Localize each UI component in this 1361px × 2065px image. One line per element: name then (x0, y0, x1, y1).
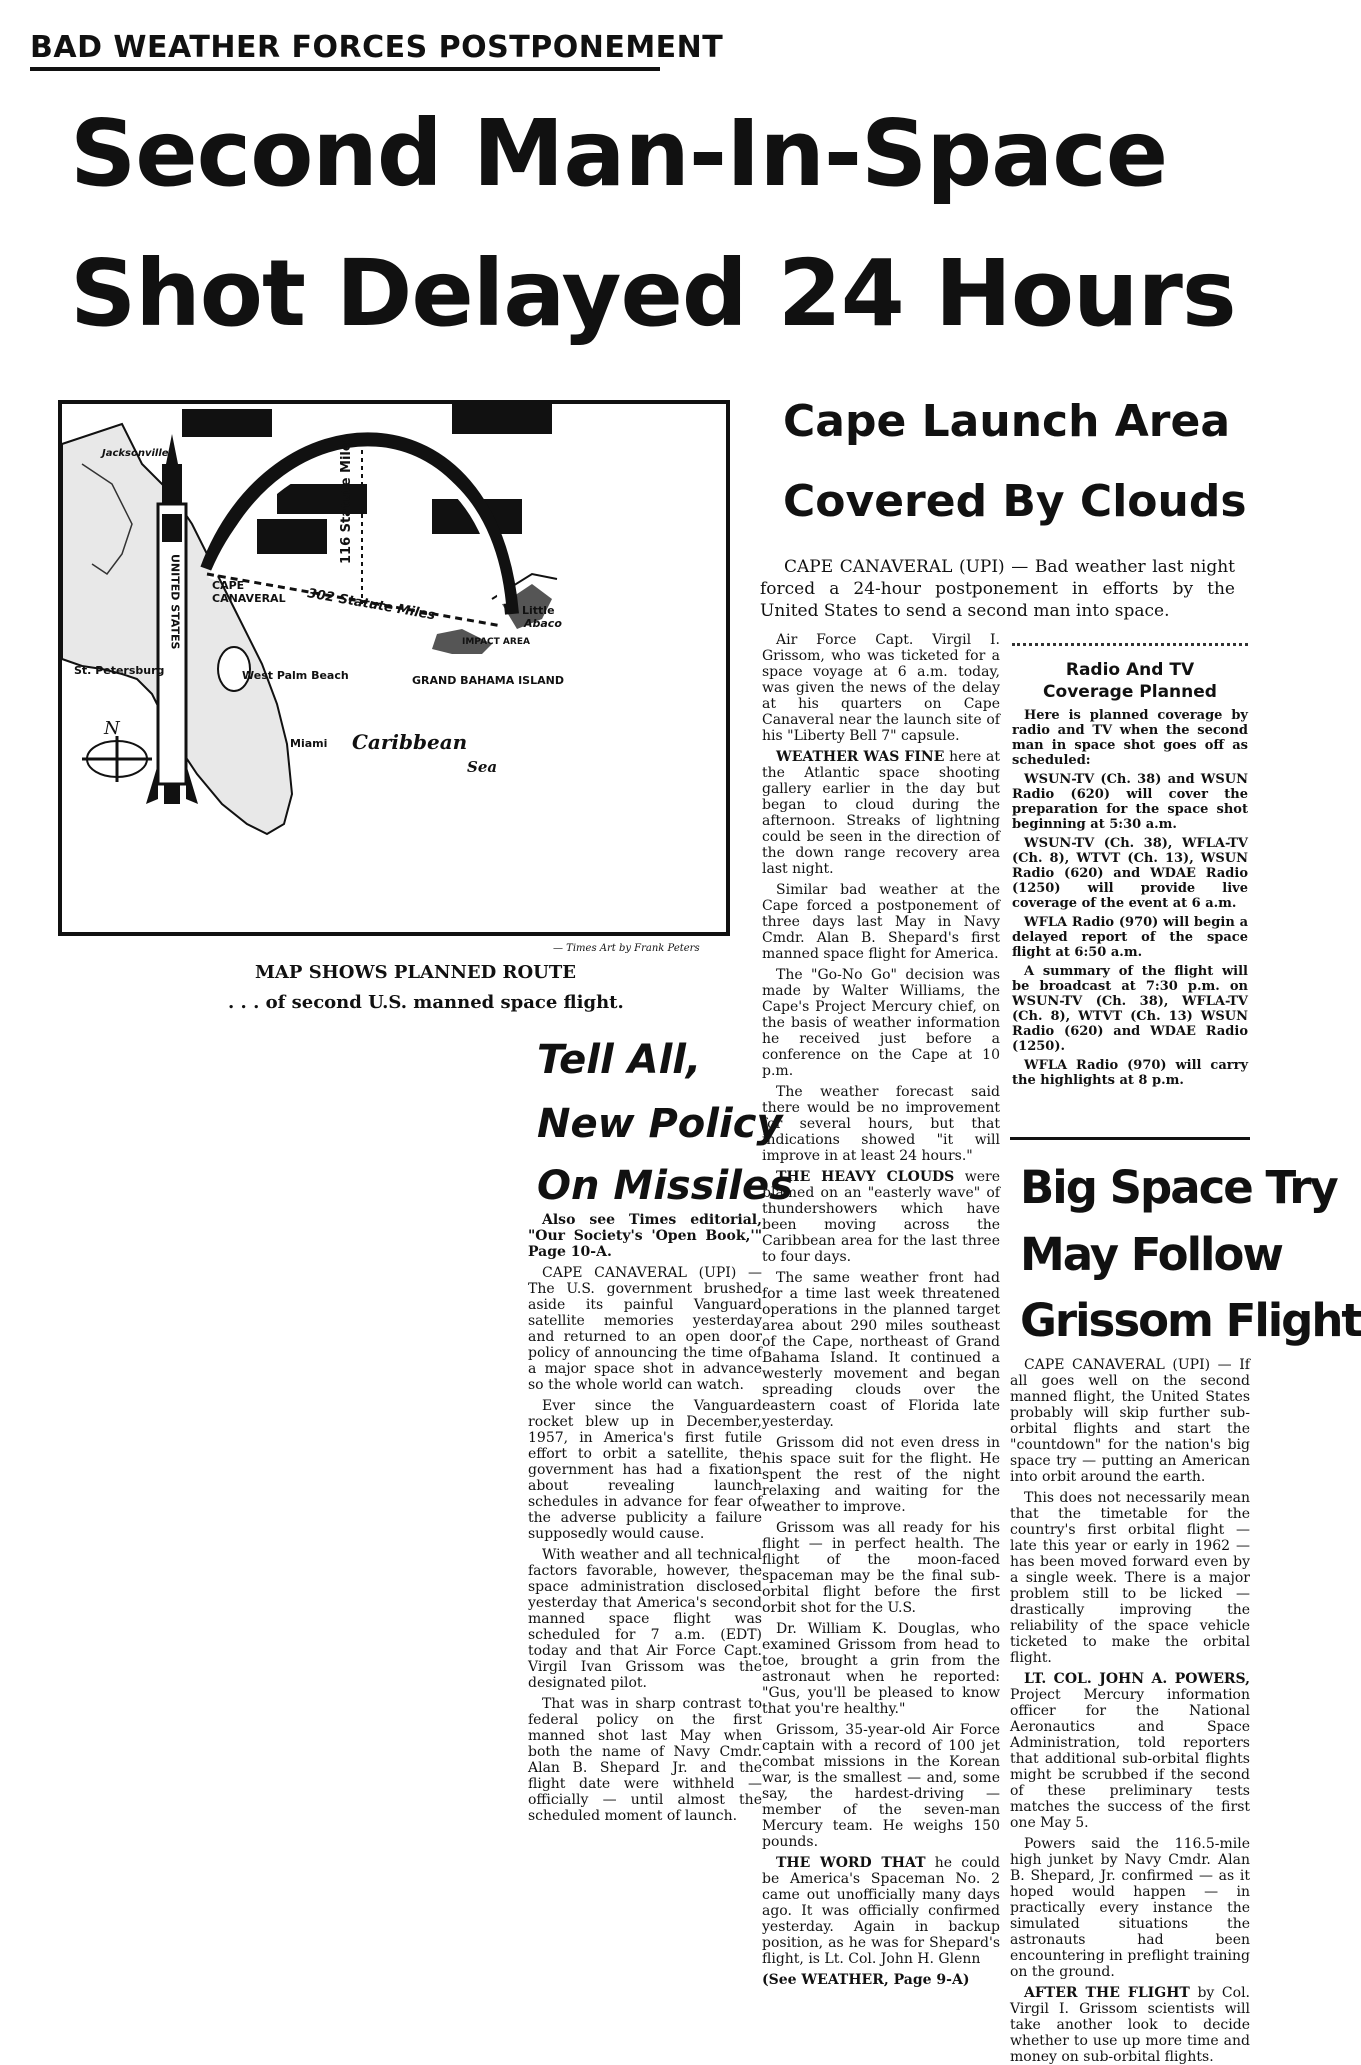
cape-story-column (762, 632, 1000, 2037)
cape-paragraph: The weather forecast said there would be no improvement for several hours, but that indications showed "it will improve in at least 24 hours." (762, 1084, 1000, 1164)
radio-box-subtitle: Coverage Planned (1043, 682, 1217, 702)
cape-paragraph: The "Go-No Go" decision was made by Walter Williams, the Cape's Project Mercury chief, on the basis of weather information he received just before a conference on the Cape at 10 p.m. (762, 967, 1000, 1079)
missiles-headline-line1: Tell All, (537, 1037, 702, 1083)
big-story-column (1010, 1357, 1250, 2065)
label-sea: Sea (467, 758, 498, 776)
cape-headline-line1: Cape Launch Area (783, 396, 1231, 447)
cape-story-intro (760, 556, 1235, 628)
label-jacksonville: Jacksonville (102, 448, 169, 459)
big-paragraph: AFTER THE FLIGHT by Col. Virgil I. Grissom scientists will take another look to decide whether to use up more time and money on sub-orbital flights. (1010, 1985, 1250, 2065)
cape-paragraph: Similar bad weather at the Cape forced a postponement of three days last May in Navy Cmdr. Alan B. Shepard's first manned space flight for America. (762, 882, 1000, 962)
svg-text:N: N (104, 718, 120, 739)
map-caption-line1: MAP SHOWS PLANNED ROUTE (255, 962, 576, 983)
main-headline-line1: Second Man-In-Space (70, 100, 1168, 207)
missiles-headline-line2: New Policy (537, 1101, 783, 1147)
map-illustration (62, 404, 726, 932)
cape-paragraph: The same weather front had for a time last week threatened operations in the planned target area about 290 miles southeast of the Cape, northeast of Grand Bahama Island. It continued a westerly movement and began spreading clouds over the eastern coast of Florida late yesterday. (762, 1270, 1000, 1430)
label-little: Little (522, 604, 555, 617)
main-headline-line2: Shot Delayed 24 Hours (70, 240, 1236, 347)
label-miami: Miami (290, 737, 328, 750)
missiles-paragraph: CAPE CANAVERAL (UPI) — The U.S. government brushed aside its painful Vanguard satellite memories yesterday and returned to an open door policy of announcing the time of a major space shot in advance so the whole world can watch. (528, 1265, 762, 1393)
missiles-paragraph: With weather and all technical factors favorable, however, the space administration disclosed yesterday that America's second manned space flight was scheduled for 7 a.m. (EDT) today and that Air Force Capt. Virgil Ivan Grissom was the designated pilot. (528, 1547, 762, 1691)
map-caption-line2: . . . of second U.S. manned space flight. (228, 992, 624, 1013)
radio-paragraph: WSUN-TV (Ch. 38), WFLA-TV (Ch. 8), WTVT (Ch. 13), WSUN Radio (620) and WDAE Radio (1250) will provide live coverage of the event at 6 a.m. (1012, 836, 1248, 911)
cape-headline-line2: Covered By Clouds (783, 476, 1247, 527)
label-grand-bahama: GRAND BAHAMA ISLAND (412, 674, 564, 687)
big-headline-line3: Grissom Flight (1020, 1294, 1361, 1347)
label-cape: CAPE (212, 579, 245, 592)
cape-intro-paragraph: CAPE CANAVERAL (UPI) — Bad weather last night forced a 24-hour postponement in efforts by the United States to send a second man into space. (760, 557, 1235, 621)
radio-paragraph: WSUN-TV (Ch. 38) and WSUN Radio (620) will cover the preparation for the space shot beginning at 5:30 a.m. (1012, 772, 1248, 832)
cape-paragraph: THE WORD THAT he could be America's Spaceman No. 2 came out unofficially many days ago. It was officially confirmed yesterday. Again in backup position, as he was for Shepard's flight, is Lt. Col. John H. Glenn (762, 1855, 1000, 1967)
label-abaco: Abaco (524, 617, 562, 630)
label-116-miles: 116 Statute Miles (339, 434, 354, 564)
big-paragraph: Powers said the 116.5-mile high junket by Navy Cmdr. Alan B. Shepard, Jr. confirmed — as it hoped would happen — in practically every instance the simulated situations the astronauts had been encountering in preflight training on the ground. (1010, 1836, 1250, 1980)
cape-paragraph: Air Force Capt. Virgil I. Grissom, who was ticketed for a space voyage at 6 a.m. today, was given the news of the delay at his quarters on Cape Canaveral near the launch site of his "Liberty Bell 7" capsule. (762, 632, 1000, 744)
big-paragraph: This does not necessarily mean that the timetable for the country's first orbital flight — late this year or early in 1962 — has been moved forward even by a single week. There is a major problem still to be licked — drastically improving the reliability of the space vehicle ticketed to make the orbital flight. (1010, 1490, 1250, 1666)
rocket-label: UNITED STATES (168, 554, 182, 650)
radio-paragraph: WFLA Radio (970) will carry the highlights at 8 p.m. (1012, 1058, 1248, 1088)
big-headline-line1: Big Space Try (1020, 1161, 1337, 1214)
see-also-note: Also see Times editorial, "Our Society's 'Open Book,'" Page 10-A. (528, 1212, 762, 1260)
box-divider (1010, 1137, 1250, 1140)
label-caribbean: Caribbean (352, 730, 468, 754)
route-map (58, 400, 730, 936)
big-paragraph: LT. COL. JOHN A. POWERS, Project Mercury information officer for the National Aeronautics and Space Administration, told reporters that additional sub-orbital flights might be scrubbed if the second of these preliminary tests matches the success of the first one May 5. (1010, 1671, 1250, 1831)
cape-paragraph: Grissom did not even dress in his space suit for the flight. He spent the rest of the night relaxing and waiting for the weather to improve. (762, 1435, 1000, 1515)
missiles-paragraph: Ever since the Vanguard rocket blew up in December, 1957, in America's first futile effort to orbit a satellite, the government has had a fixation about revealing launch schedules in advance for fear of the adverse publicity a failure supposedly would cause. (528, 1398, 762, 1542)
radio-paragraph: WFLA Radio (970) will begin a delayed report of the space flight at 6:50 a.m. (1012, 915, 1248, 960)
label-canaveral: CANAVERAL (212, 592, 286, 605)
big-headline-line2: May Follow (1020, 1228, 1282, 1281)
missiles-paragraph: That was in sharp contrast to federal policy on the first manned shot last May when both the name of Navy Cmdr. Alan B. Shepard Jr. and the flight date were withheld — officially — until almost the scheduled moment of launch. (528, 1696, 762, 1824)
cape-paragraph: Dr. William K. Douglas, who examined Grissom from head to toe, brought a grin from the astronaut when he reported: "Gus, you'll be pleased to know that you're healthy." (762, 1621, 1000, 1717)
cape-paragraph: Grissom was all ready for his flight — in perfect health. The flight of the moon-faced spaceman may be the final sub-orbital flight before the first orbit shot for the U.S. (762, 1520, 1000, 1616)
jump-line: (See WEATHER, Page 9-A) (762, 1972, 970, 1988)
radio-paragraph: Here is planned coverage by radio and TV when the second man in space shot goes off as scheduled: (1012, 708, 1248, 768)
compass-rose (82, 718, 152, 782)
art-credit: — Times Art by Frank Peters (553, 943, 700, 954)
radio-paragraph: A summary of the flight will be broadcast at 7:30 p.m. on WSUN-TV (Ch. 38), WFLA-TV (Ch. 8), WTVT (Ch. 13) WSUN Radio (620) and WDAE Radio (1250). (1012, 964, 1248, 1054)
label-st-petersburg: St. Petersburg (74, 664, 165, 677)
radio-tv-box (1012, 643, 1248, 1129)
cape-paragraph: THE HEAVY CLOUDS were blamed on an "easterly wave" of thundershowers which have been moving across the Caribbean area for the last three to four days. (762, 1169, 1000, 1265)
kicker-headline: BAD WEATHER FORCES POSTPONEMENT (30, 30, 660, 71)
big-paragraph: CAPE CANAVERAL (UPI) — If all goes well on the second manned flight, the United States probably will skip further sub-orbital flights and start the "countdown" for the nation's big space try — putting an American into orbit around the earth. (1010, 1357, 1250, 1485)
missiles-headline-line3: On Missiles (537, 1163, 793, 1209)
radio-box-title: Radio And TV (1065, 660, 1195, 680)
label-impact-area: IMPACT AREA (462, 637, 530, 647)
cape-paragraph: Grissom, 35-year-old Air Force captain with a record of 100 jet combat missions in the Korean war, is the smallest — and, some say, the hardest-driving — member of the seven-man Mercury team. He weighs 150 pounds. (762, 1722, 1000, 1850)
label-302-miles: 302 Statute Miles (306, 586, 437, 624)
label-west-palm-beach: West Palm Beach (242, 669, 349, 682)
missiles-story-column (528, 1212, 762, 1858)
cape-paragraph: WEATHER WAS FINE here at the Atlantic space shooting gallery earlier in the day but began to cloud during the afternoon. Streaks of lightning could be seen in the direction of the down range recovery area last night. (762, 749, 1000, 877)
